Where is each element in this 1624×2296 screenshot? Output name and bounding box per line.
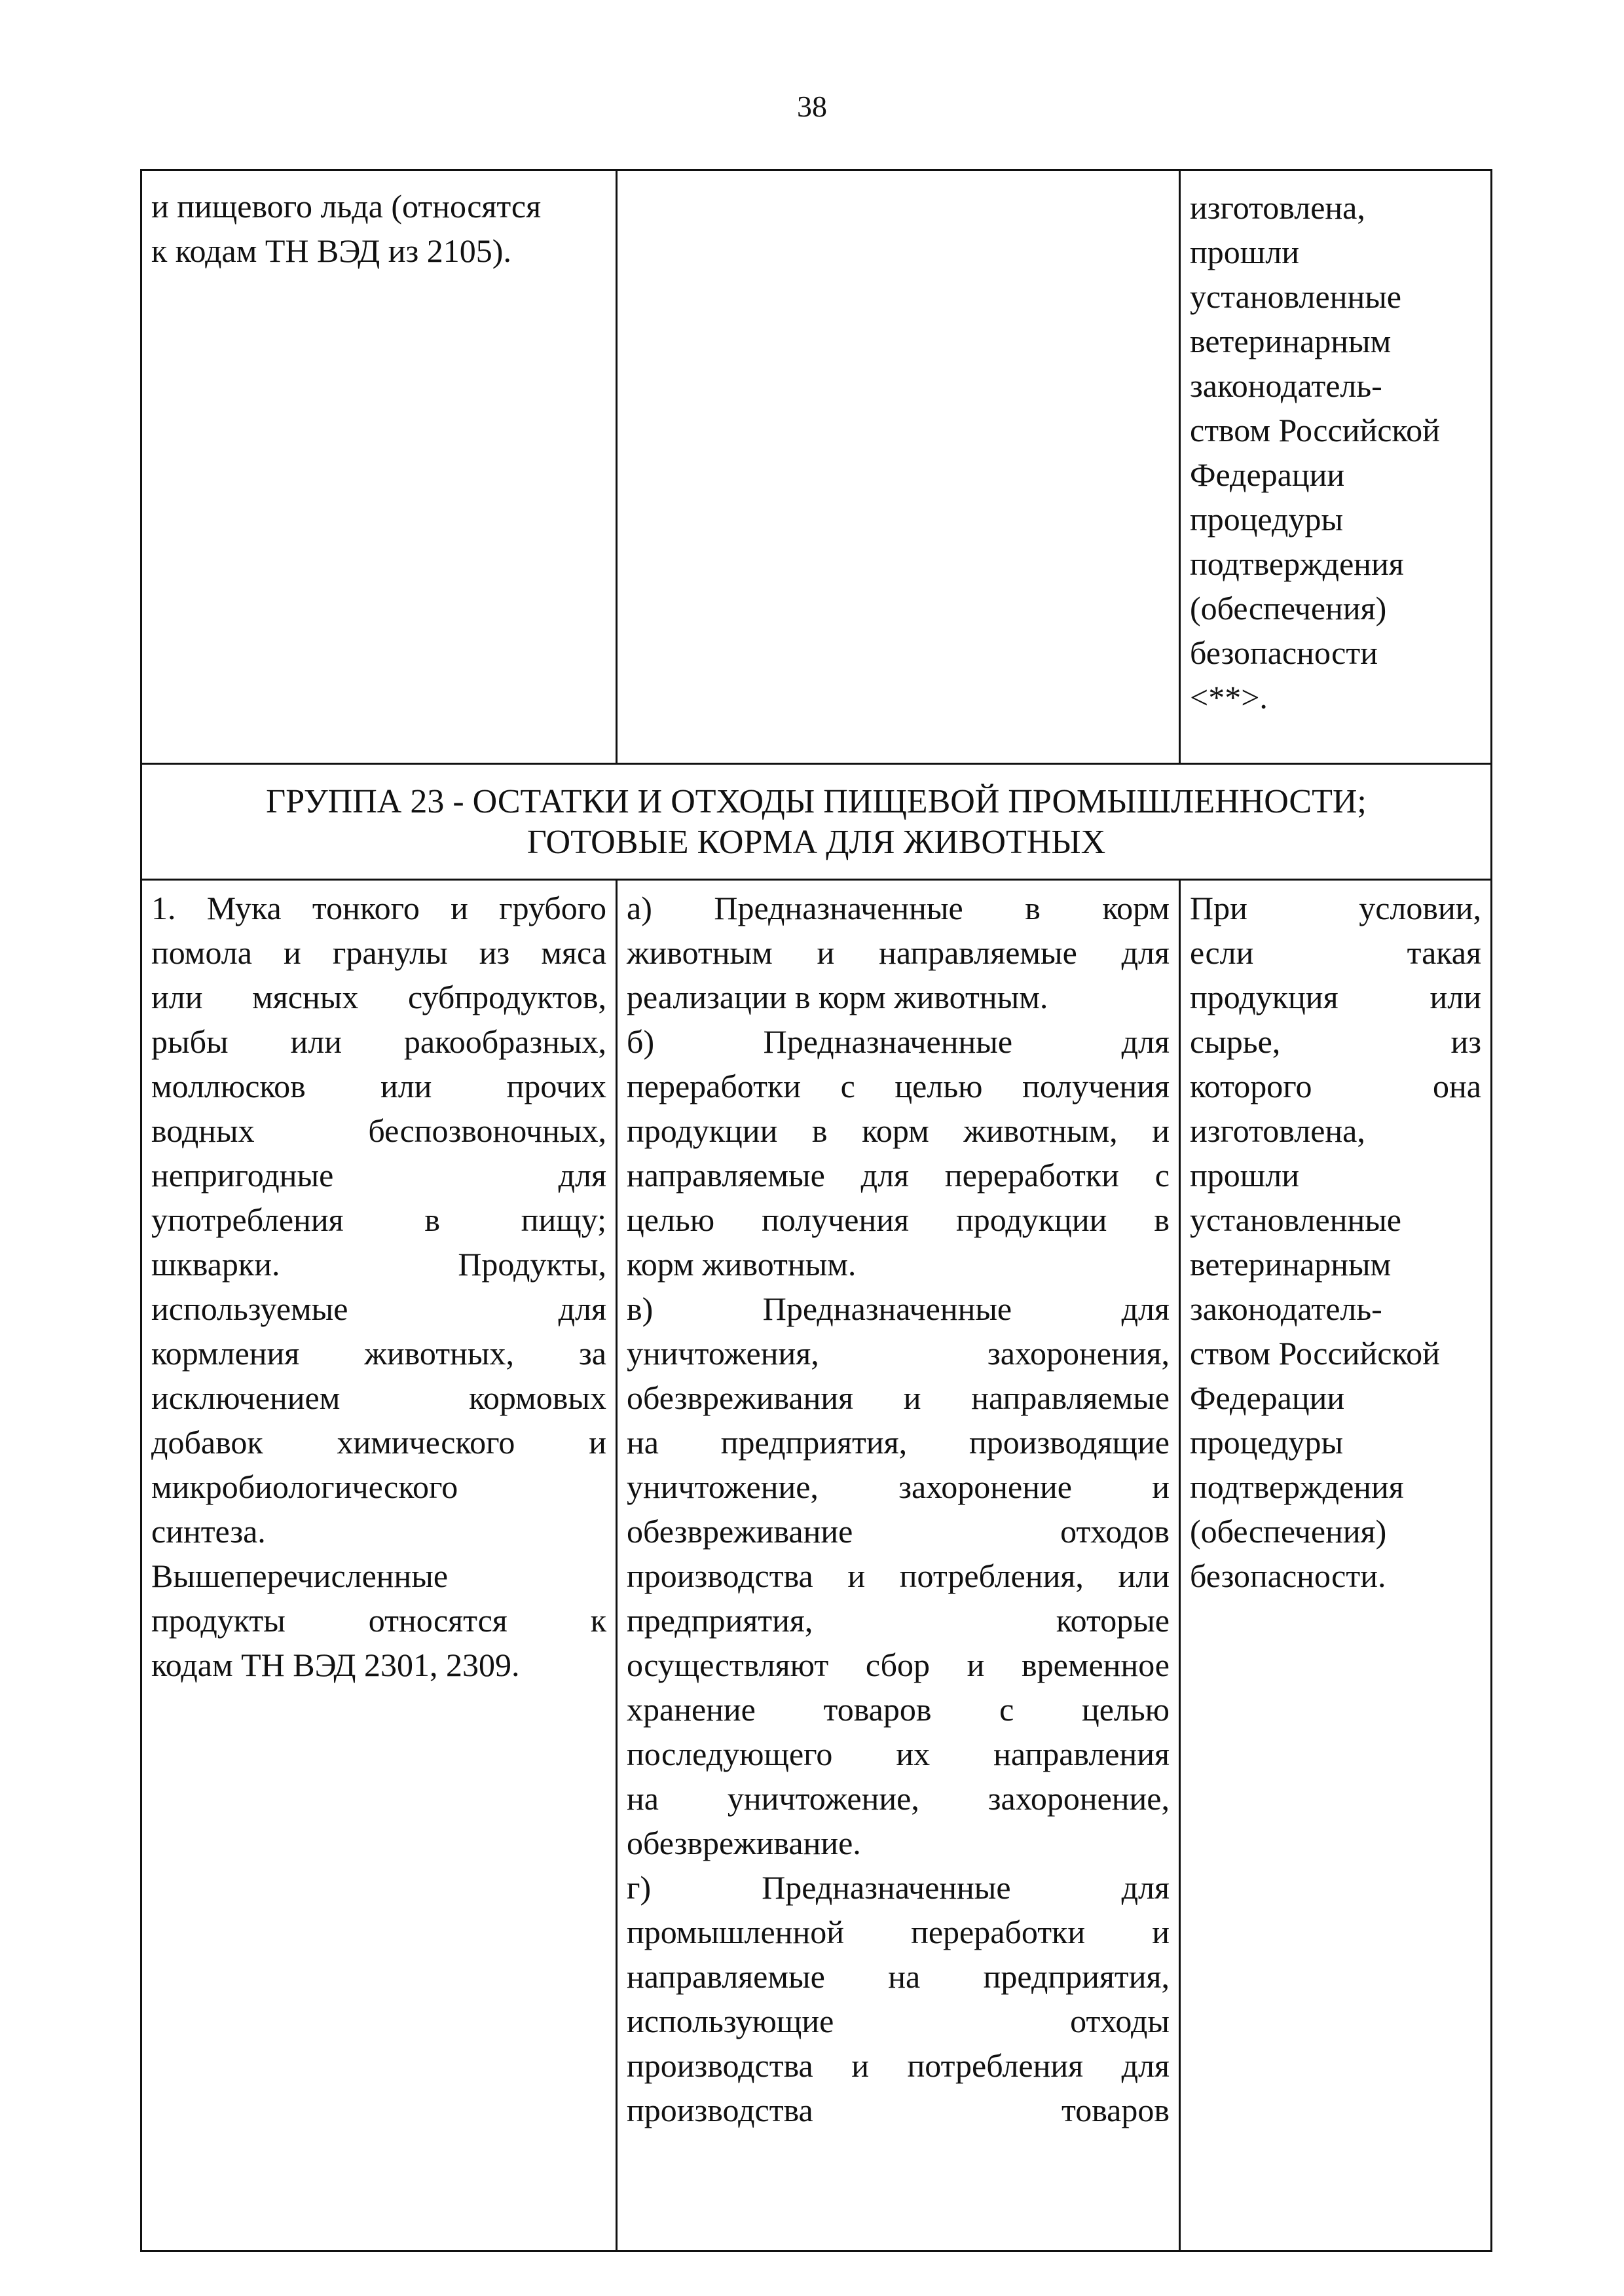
cell-text-line: предприятия, которые: [627, 1602, 1170, 1639]
cell-text-line: изготовлена,: [1190, 189, 1365, 226]
group-header-line-1: ГРУППА 23 - ОСТАТКИ И ОТХОДЫ ПИЩЕВОЙ ПРОМЫШЛЕННОСТИ;: [266, 783, 1367, 820]
cell-text-line: используемые для: [151, 1290, 606, 1327]
cell-text-line: производства и потребления для: [627, 2047, 1170, 2084]
cell-text-line: 1. Мука тонкого и грубого: [151, 890, 606, 926]
cell-text-line: процедуры: [1190, 501, 1344, 538]
cell-text-line: если такая: [1190, 934, 1481, 971]
cell-text-line: Федерации: [1190, 456, 1345, 493]
cell-text-line: кормления животных, за: [151, 1335, 606, 1372]
cell-text-line: или мясных субпродуктов,: [151, 979, 606, 1015]
cell-text-line: синтеза.: [151, 1513, 266, 1550]
cell-text-line: (обеспечения): [1190, 590, 1387, 627]
cell-text-line: обезвреживания и направляемые: [627, 1379, 1170, 1416]
product-description-cell: [141, 170, 617, 764]
cell-text-line: ветеринарным: [1190, 1246, 1392, 1283]
cell-text-line: законодатель-: [1190, 1290, 1382, 1327]
cell-text-line: исключением кормовых: [151, 1379, 606, 1416]
group-header-cell: [141, 764, 1492, 880]
group-header-line-2: ГОТОВЫЕ КОРМА ДЛЯ ЖИВОТНЫХ: [526, 824, 1106, 861]
cell-text-line: производства товаров: [627, 2092, 1170, 2128]
cell-text-line: а) Предназначенные в корм: [627, 890, 1170, 926]
cell-text-line: уничтожение, захоронение и: [627, 1468, 1170, 1505]
cell-text-line: законодатель-: [1190, 367, 1382, 404]
cell-text-line: г) Предназначенные для: [627, 1869, 1170, 1906]
cell-text-line: реализации в корм животным.: [627, 979, 1048, 1015]
cell-text-line: безопасности: [1190, 634, 1378, 671]
cell-text-line: продукты относятся к: [151, 1602, 606, 1639]
cell-text-line: употребления в пищу;: [151, 1201, 606, 1238]
condition-cell: [1180, 880, 1492, 2251]
cell-text-line: и пищевого льда (относятся: [151, 188, 542, 225]
cell-text-line: процедуры: [1190, 1424, 1344, 1461]
cell-text-line: целью получения продукции в: [627, 1201, 1170, 1238]
cell-text-line: на предприятия, производящие: [627, 1424, 1170, 1461]
cell-text-line: ством Российской: [1190, 1335, 1440, 1372]
cell-text-line: на уничтожение, захоронение,: [627, 1780, 1170, 1817]
cell-text-line: моллюсков или прочих: [151, 1068, 606, 1104]
cell-text-line: подтверждения: [1190, 545, 1404, 582]
group-header-row: [141, 764, 1492, 880]
cell-text-line: кодам ТН ВЭД 2301, 2309.: [151, 1647, 520, 1683]
cell-text-line: рыбы или ракообразных,: [151, 1023, 606, 1060]
table-row-item-1: [141, 880, 1492, 2251]
cell-text-line: уничтожения, захоронения,: [627, 1335, 1170, 1372]
cell-text-line: безопасности.: [1190, 1558, 1386, 1594]
page-number: 38: [797, 90, 827, 123]
condition-cell: [1180, 170, 1492, 764]
cell-text-line: (обеспечения): [1190, 1513, 1387, 1550]
cell-text-line: добавок химического и: [151, 1424, 606, 1461]
regulation-table: [140, 169, 1492, 2252]
cell-text-line: При условии,: [1190, 890, 1481, 926]
cell-text-line: Федерации: [1190, 1379, 1345, 1416]
cell-text-line: направляемые для переработки с: [627, 1157, 1170, 1194]
cell-text-line: Вышеперечисленные: [151, 1558, 449, 1594]
cell-text-line: к кодам ТН ВЭД из 2105).: [151, 232, 511, 269]
cell-text-line: <**>.: [1190, 679, 1268, 716]
cell-text-line: обезвреживание.: [627, 1825, 861, 1861]
cell-text-line: направляемые на предприятия,: [627, 1958, 1170, 1995]
cell-text-line: ством Российской: [1190, 412, 1440, 448]
cell-text-line: водных беспозвоночных,: [151, 1112, 606, 1149]
cell-text-line: продукция или: [1190, 979, 1481, 1015]
cell-text-line: ветеринарным: [1190, 323, 1392, 359]
cell-text-line: использующие отходы: [627, 2003, 1170, 2039]
cell-text-line: которого она: [1190, 1068, 1481, 1104]
purpose-cell: [617, 170, 1180, 764]
cell-text-line: шкварки. Продукты,: [151, 1246, 606, 1283]
cell-text-line: б) Предназначенные для: [627, 1023, 1170, 1060]
cell-text-line: продукции в корм животным, и: [627, 1112, 1170, 1149]
cell-text-line: промышленной переработки и: [627, 1914, 1170, 1950]
table-row-continuation: [141, 170, 1492, 764]
cell-text-line: животным и направляемые для: [627, 934, 1170, 971]
cell-text-line: обезвреживание отходов: [627, 1513, 1170, 1550]
cell-text-line: осуществляют сбор и временное: [627, 1647, 1170, 1683]
cell-text-line: производства и потребления, или: [627, 1558, 1170, 1594]
cell-text-line: корм животным.: [627, 1246, 857, 1283]
cell-text-line: установленные: [1190, 278, 1401, 315]
cell-text-line: помола и гранулы из мяса: [151, 934, 606, 971]
cell-text-line: сырье, из: [1190, 1023, 1481, 1060]
cell-text-line: микробиологического: [151, 1468, 458, 1505]
cell-text-line: в) Предназначенные для: [627, 1290, 1170, 1327]
cell-text-line: хранение товаров с целью: [627, 1691, 1170, 1728]
cell-text-line: подтверждения: [1190, 1468, 1404, 1505]
cell-text-line: изготовлена,: [1190, 1112, 1365, 1149]
cell-text-line: непригодные для: [151, 1157, 606, 1194]
purpose-cell: [617, 880, 1180, 2251]
product-description-cell: [141, 880, 617, 2251]
cell-text-line: прошли: [1190, 234, 1299, 270]
cell-text-line: установленные: [1190, 1201, 1401, 1238]
cell-text-line: переработки с целью получения: [627, 1068, 1170, 1104]
cell-text-line: последующего их направления: [627, 1736, 1170, 1772]
cell-text-line: прошли: [1190, 1157, 1299, 1194]
